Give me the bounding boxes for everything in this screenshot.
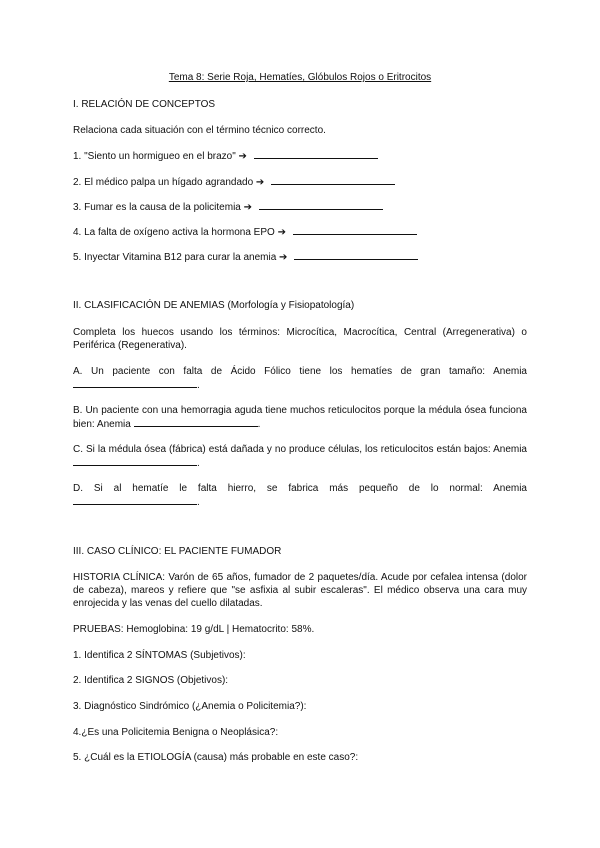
question-c-text: C. Si la médula ósea (fábrica) está dañada y no produce células, los reticulocitos están bajos: Anemia xyxy=(73,444,527,455)
section1-item-4 xyxy=(73,225,417,239)
item-text: 3. Fumar es la causa de la policitemia ➔ xyxy=(73,202,253,213)
section2-instruction-line2: Periférica (Regenerativa). xyxy=(73,340,187,351)
item-text: 2. El médico palpa un hígado agrandado ➔ xyxy=(73,177,265,188)
answer-blank[interactable] xyxy=(271,175,395,185)
section1-item-2 xyxy=(73,175,395,189)
period: . xyxy=(197,380,200,391)
question-b-answer xyxy=(73,417,260,431)
answer-blank[interactable] xyxy=(293,225,417,235)
case-question-3: 3. Diagnóstico Sindrómico (¿Anemia o Policitemia?): xyxy=(73,701,307,712)
case-question-4: 4.¿Es una Policitemia Benigna o Neoplásica?: xyxy=(73,727,279,738)
question-d-text: D. Si al hematíe le falta hierro, se fabrica más pequeño de lo normal: Anemia xyxy=(73,483,527,494)
section2-heading: II. CLASIFICACIÓN DE ANEMIAS (Morfología y Fisiopatología) xyxy=(73,300,355,311)
clinical-history-line2: de cabeza), mareos y refiere que "se asfixia al subir escaleras". El médico observa una cara muy xyxy=(73,585,527,596)
section1-item-3 xyxy=(73,200,383,214)
item-text: 1. "Siento un hormigueo en el brazo" ➔ xyxy=(73,151,247,162)
case-question-2: 2. Identifica 2 SIGNOS (Objetivos): xyxy=(73,675,229,686)
document-title: Tema 8: Serie Roja, Hematíes, Glóbulos Rojos o Eritrocitos xyxy=(168,72,432,83)
answer-blank[interactable] xyxy=(73,378,197,388)
question-a-answer xyxy=(73,378,200,392)
period: . xyxy=(197,458,200,469)
question-a-text: A. Un paciente con falta de Ácido Fólico tiene los hematíes de gran tamaño: Anemia xyxy=(73,366,527,377)
clinical-history-line1: HISTORIA CLÍNICA: Varón de 65 años, fumador de 2 paquetes/día. Acude por cefalea intensa (dolor xyxy=(73,572,527,583)
answer-blank[interactable] xyxy=(73,495,197,505)
clinical-history-line3: enrojecida y las venas del cuello dilatadas. xyxy=(73,598,263,609)
question-b-text: B. Un paciente con una hemorragia aguda tiene muchos reticulocitos porque la médula ósea funciona xyxy=(73,405,527,416)
question-d-answer xyxy=(73,495,200,509)
answer-blank[interactable] xyxy=(134,417,258,427)
section1-instruction: Relaciona cada situación con el término técnico correcto. xyxy=(73,125,326,136)
answer-blank[interactable] xyxy=(294,250,418,260)
item-text: 4. La falta de oxígeno activa la hormona EPO ➔ xyxy=(73,227,286,238)
section3-heading: III. CASO CLÍNICO: EL PACIENTE FUMADOR xyxy=(73,546,282,557)
section1-item-5 xyxy=(73,250,418,264)
question-c-answer xyxy=(73,456,200,470)
case-question-1: 1. Identifica 2 SÍNTOMAS (Subjetivos): xyxy=(73,650,246,661)
answer-blank[interactable] xyxy=(73,456,197,466)
period: . xyxy=(257,419,261,430)
lab-tests: PRUEBAS: Hemoglobina: 19 g/dL | Hematocrito: 58%. xyxy=(73,624,315,635)
section1-item-1 xyxy=(73,149,378,163)
section2-instruction-line1: Completa los huecos usando los términos: Microcítica, Macrocítica, Central (Arregenerativa) o xyxy=(73,327,527,338)
section1-heading: I. RELACIÓN DE CONCEPTOS xyxy=(73,99,216,110)
item-text: 5. Inyectar Vitamina B12 para curar la anemia ➔ xyxy=(73,252,288,263)
answer-blank[interactable] xyxy=(259,200,383,210)
question-b-text-line2: bien: Anemia xyxy=(73,419,131,430)
case-question-5: 5. ¿Cuál es la ETIOLOGÍA (causa) más probable en este caso?: xyxy=(73,752,359,763)
answer-blank[interactable] xyxy=(254,149,378,159)
period: . xyxy=(197,497,200,508)
